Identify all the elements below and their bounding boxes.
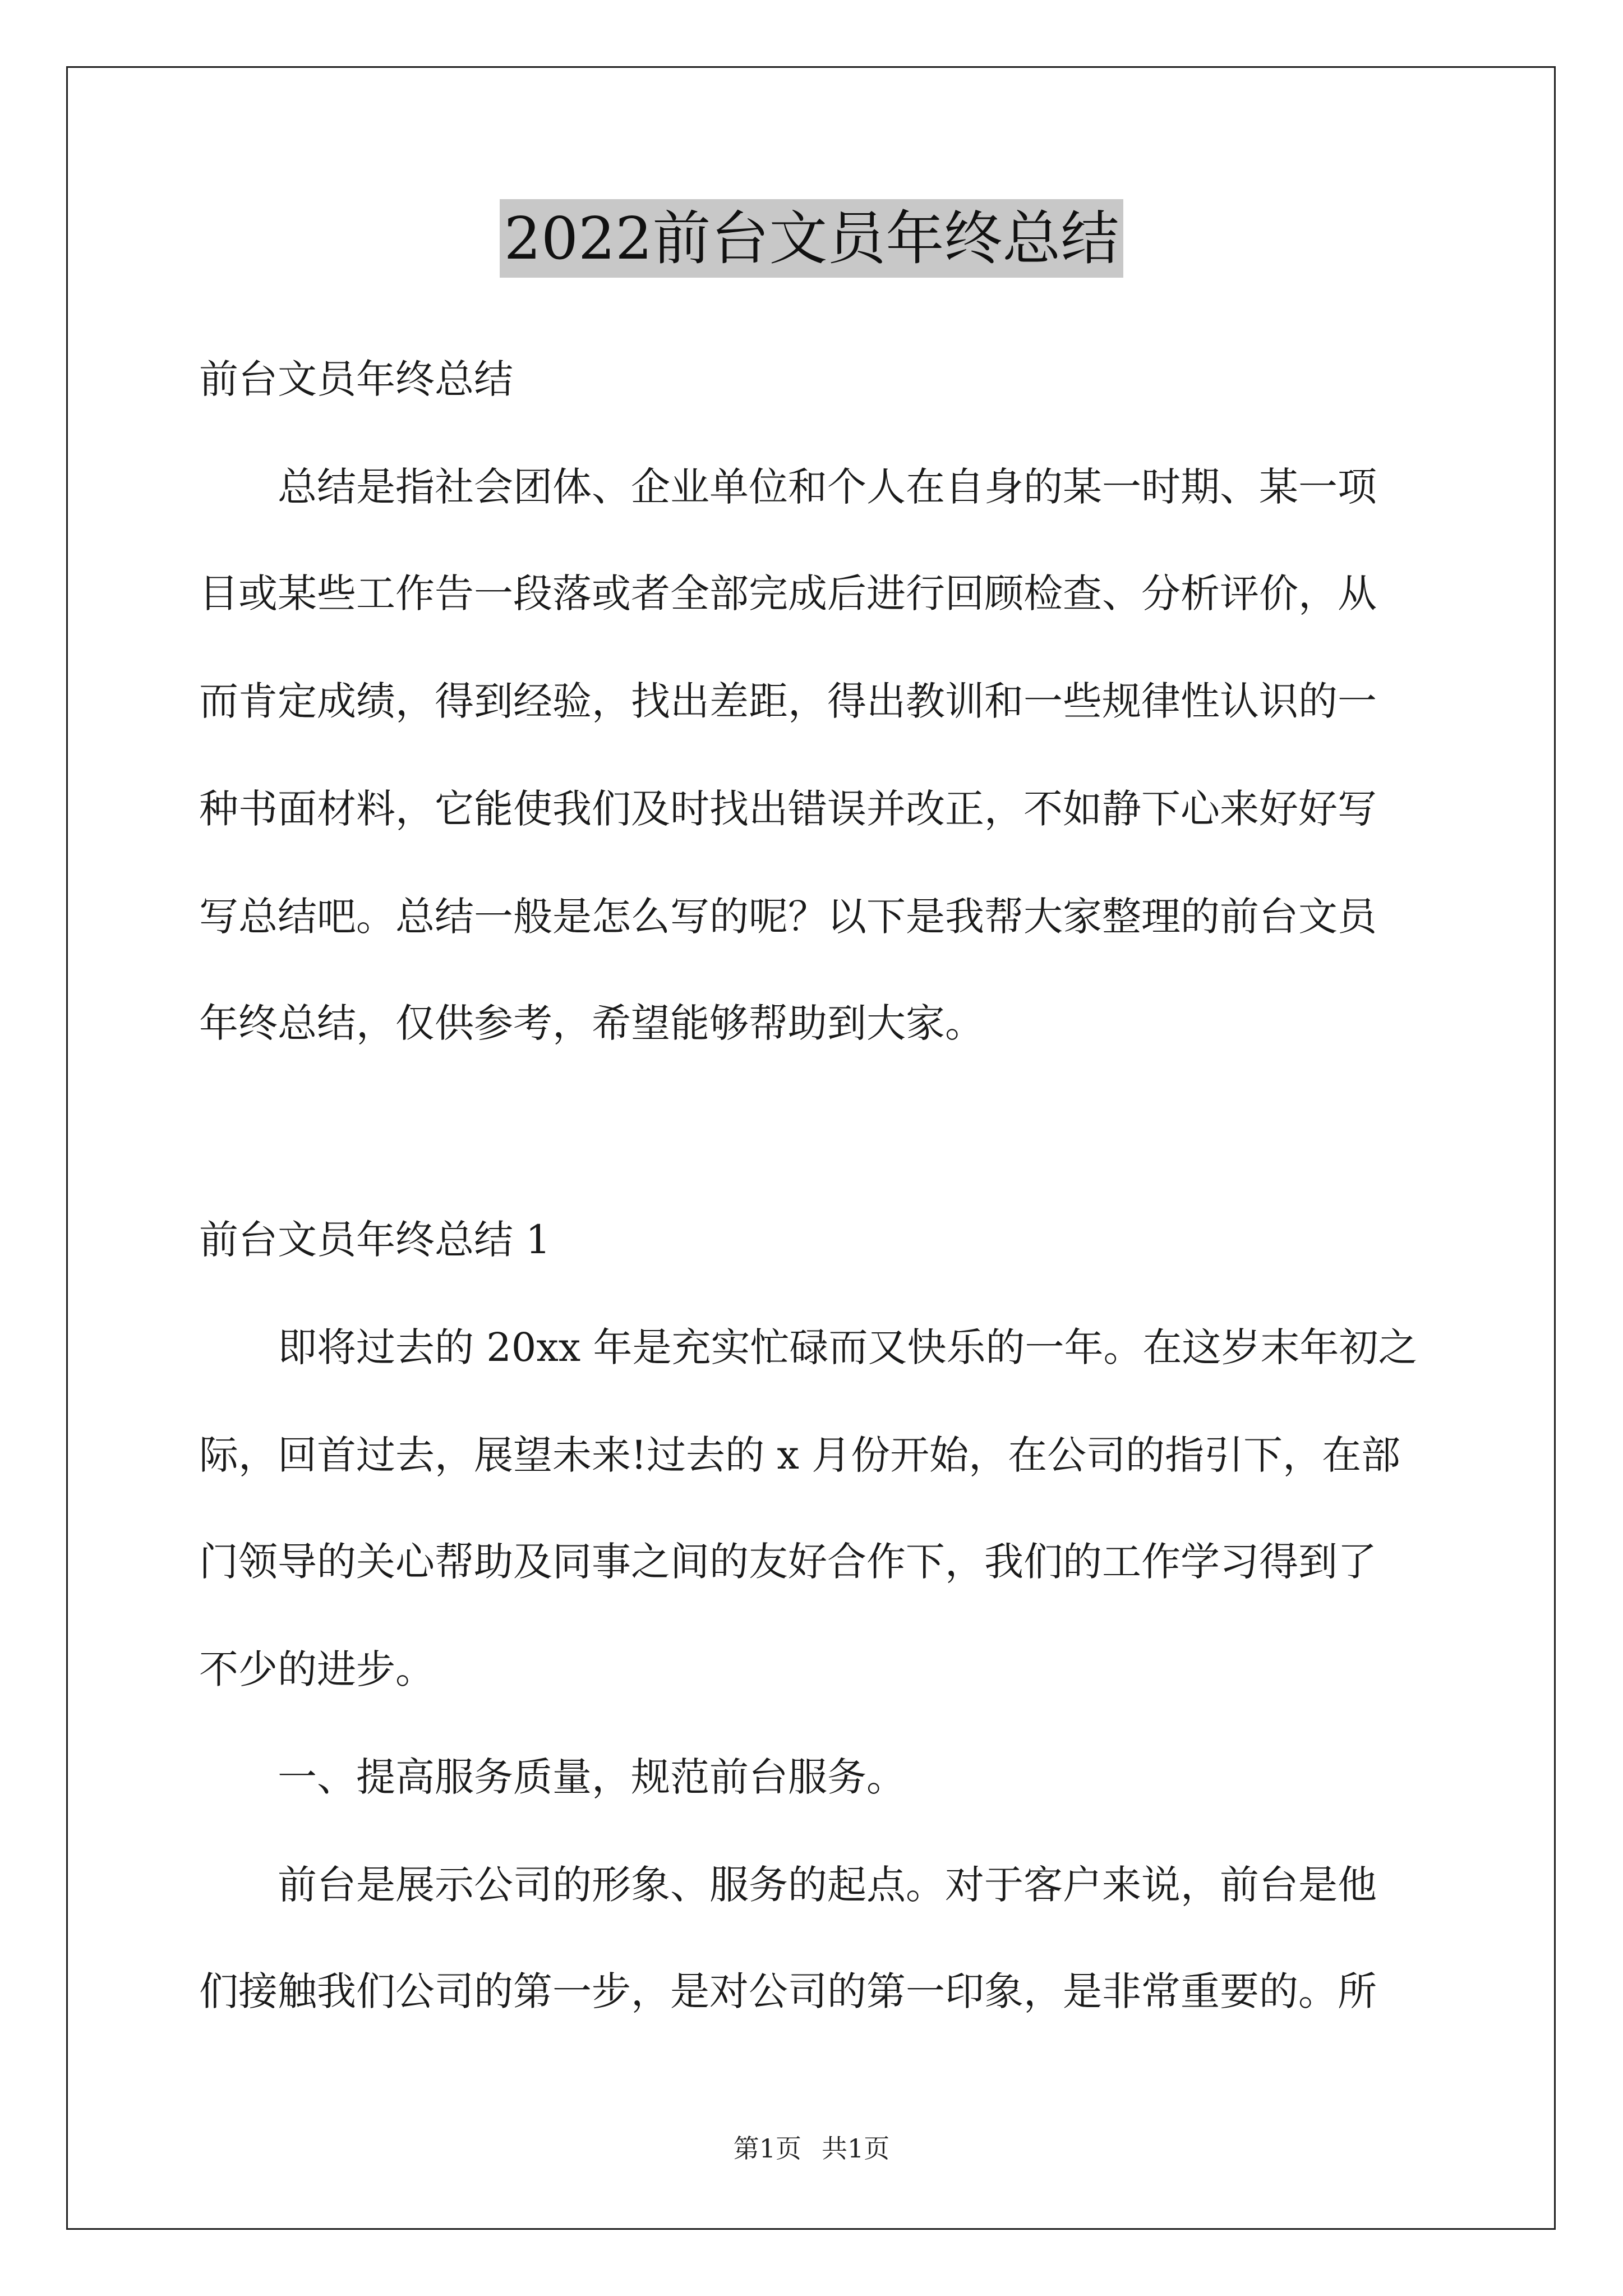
section-line: 即将过去的 20xx 年是充实忙碌而又快乐的一年。在这岁末年初之: [278, 1324, 1418, 1370]
point-heading: 一、提高服务质量，规范前台服务。: [278, 1754, 906, 1800]
section-line: 际，回首过去，展望未来!过去的 x 月份开始，在公司的指引下，在部: [199, 1432, 1401, 1478]
intro-line: 种书面材料，它能使我们及时找出错误并改正，不如静下心来好好写: [199, 786, 1377, 832]
page-footer: [0, 2132, 1623, 2165]
page-number: 第1页: [733, 2133, 801, 2164]
intro-line: 写总结吧。总结一般是怎么写的呢？以下是我帮大家整理的前台文员: [199, 894, 1377, 940]
point-line: 们接触我们公司的第一步，是对公司的第一印象，是非常重要的。所: [199, 1968, 1377, 2014]
document-subtitle: 前台文员年终总结: [199, 356, 513, 402]
intro-line: 年终总结，仅供参考，希望能够帮助到大家。: [199, 1000, 984, 1046]
section-heading: 前台文员年终总结 1: [199, 1217, 551, 1263]
section-line: 不少的进步。: [199, 1646, 435, 1692]
intro-line: 总结是指社会团体、企业单位和个人在自身的某一时期、某一项: [278, 464, 1377, 510]
page-total: 共1页: [822, 2133, 890, 2164]
document-title: 2022前台文员年终总结: [500, 199, 1124, 278]
intro-line: 而肯定成绩，得到经验，找出差距，得出教训和一些规律性认识的一: [199, 678, 1377, 724]
section-line: 门领导的关心帮助及同事之间的友好合作下，我们的工作学习得到了: [199, 1539, 1377, 1585]
title-container: [0, 199, 1623, 278]
point-line: 前台是展示公司的形象、服务的起点。对于客户来说，前台是他: [278, 1862, 1377, 1908]
intro-line: 目或某些工作告一段落或者全部完成后进行回顾检查、分析评价，从: [199, 570, 1377, 616]
